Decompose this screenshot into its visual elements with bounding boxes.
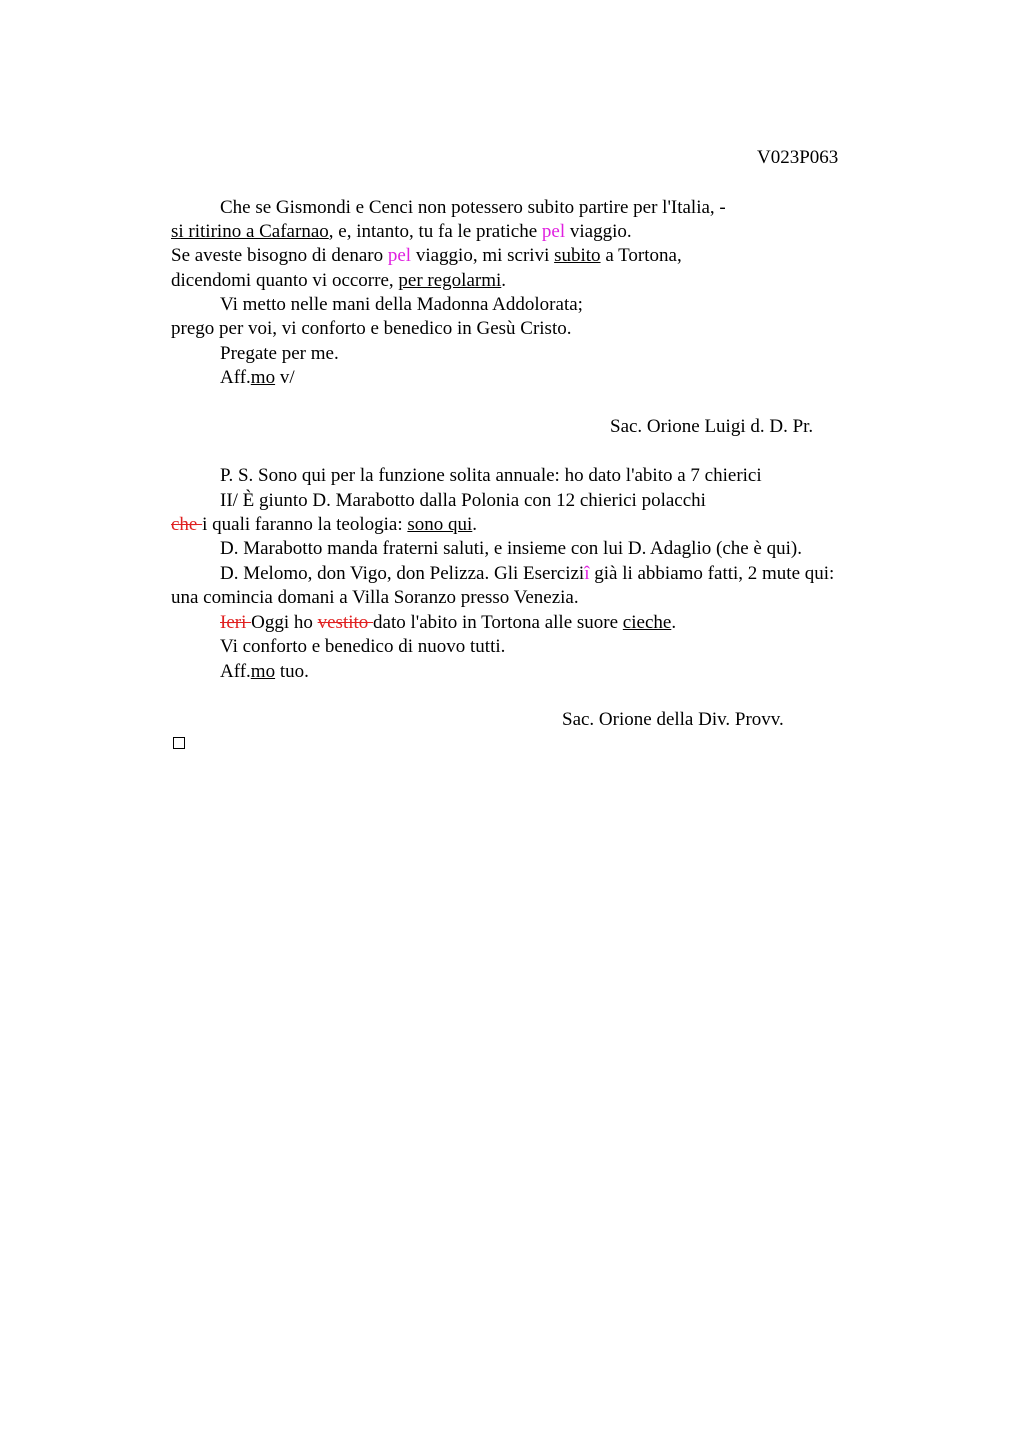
text: prego per voi, vi conforto e benedico in Gesù Cristo. <box>171 318 572 339</box>
postscript-line <box>171 587 579 609</box>
underlined-text: sono qui <box>407 514 473 535</box>
underlined-text: subito <box>554 245 601 266</box>
checkbox-square-icon <box>173 737 185 749</box>
letter-line <box>220 197 726 219</box>
postscript-line <box>220 636 505 658</box>
text: Che se Gismondi e Cenci non potessero subito partire per l'Italia, - <box>220 197 726 218</box>
postscript-line <box>220 490 706 512</box>
underlined-text: per regolarmi <box>398 270 502 291</box>
text: Oggi ho <box>251 612 318 633</box>
text: Aff. <box>220 661 251 682</box>
letter-line <box>220 367 295 389</box>
postscript-line <box>220 661 309 683</box>
text: D. Melomo, don Vigo, don Pelizza. Gli Esercizi <box>220 563 585 584</box>
text: , e, intanto, tu fa le pratiche <box>328 221 542 242</box>
underlined-text: mo <box>250 367 276 388</box>
text: i quali faranno la teologia: <box>202 514 408 535</box>
highlighted-character: î <box>584 563 590 584</box>
text: Pregate per me. <box>220 343 339 364</box>
postscript-line <box>220 563 834 585</box>
letter-line <box>171 318 571 340</box>
text: . <box>671 612 677 633</box>
letter-line <box>220 343 339 365</box>
text: Vi conforto e benedico di nuovo tutti. <box>220 636 506 657</box>
postscript-line <box>220 465 762 487</box>
text: dicendomi quanto vi occorre, <box>171 270 399 291</box>
text: viaggio. <box>565 221 632 242</box>
postscript-line <box>220 538 802 560</box>
text: II/ È giunto D. Marabotto dalla Polonia con 12 chierici polacchi <box>220 490 706 511</box>
page-id: V023P063 <box>757 147 839 168</box>
postscript-line <box>171 514 477 536</box>
text: Se aveste bisogno di denaro <box>171 245 388 266</box>
text: già li abbiamo fatti, 2 mute qui: <box>589 563 835 584</box>
letter-line <box>171 245 682 267</box>
text: . <box>472 514 478 535</box>
deleted-text: vestito <box>317 612 374 633</box>
underlined-text: si ritirino a Cafarnao <box>171 221 329 242</box>
text: Vi metto nelle mani della Madonna Addolorata; <box>220 294 583 315</box>
highlighted-word: pel <box>387 245 412 266</box>
text: dato l'abito in Tortona alle suore <box>373 612 623 633</box>
letter-line <box>171 221 632 243</box>
underlined-text: mo <box>250 661 276 682</box>
text: viaggio, mi scrivi <box>411 245 555 266</box>
text: tuo. <box>275 661 309 682</box>
signature: Sac. Orione Luigi d. D. Pr. <box>610 416 814 437</box>
letter-line <box>171 270 506 292</box>
highlighted-word: pel <box>541 221 566 242</box>
text: . <box>501 270 507 291</box>
deleted-text: Ieri <box>220 612 252 633</box>
text: P. S. Sono qui per la funzione solita annuale: ho dato l'abito a 7 chierici <box>220 465 762 486</box>
text: v/ <box>275 367 295 388</box>
postscript-line <box>220 612 676 634</box>
postscript-signature: Sac. Orione della Div. Provv. <box>562 709 784 730</box>
deleted-text: che <box>171 514 203 535</box>
underlined-text: cieche <box>622 612 672 633</box>
text: a Tortona, <box>600 245 682 266</box>
text: una comincia domani a Villa Soranzo presso Venezia. <box>171 587 579 608</box>
text: Aff. <box>220 367 251 388</box>
text: D. Marabotto manda fraterni saluti, e insieme con lui D. Adaglio (che è qui). <box>220 538 802 559</box>
letter-line <box>220 294 583 316</box>
